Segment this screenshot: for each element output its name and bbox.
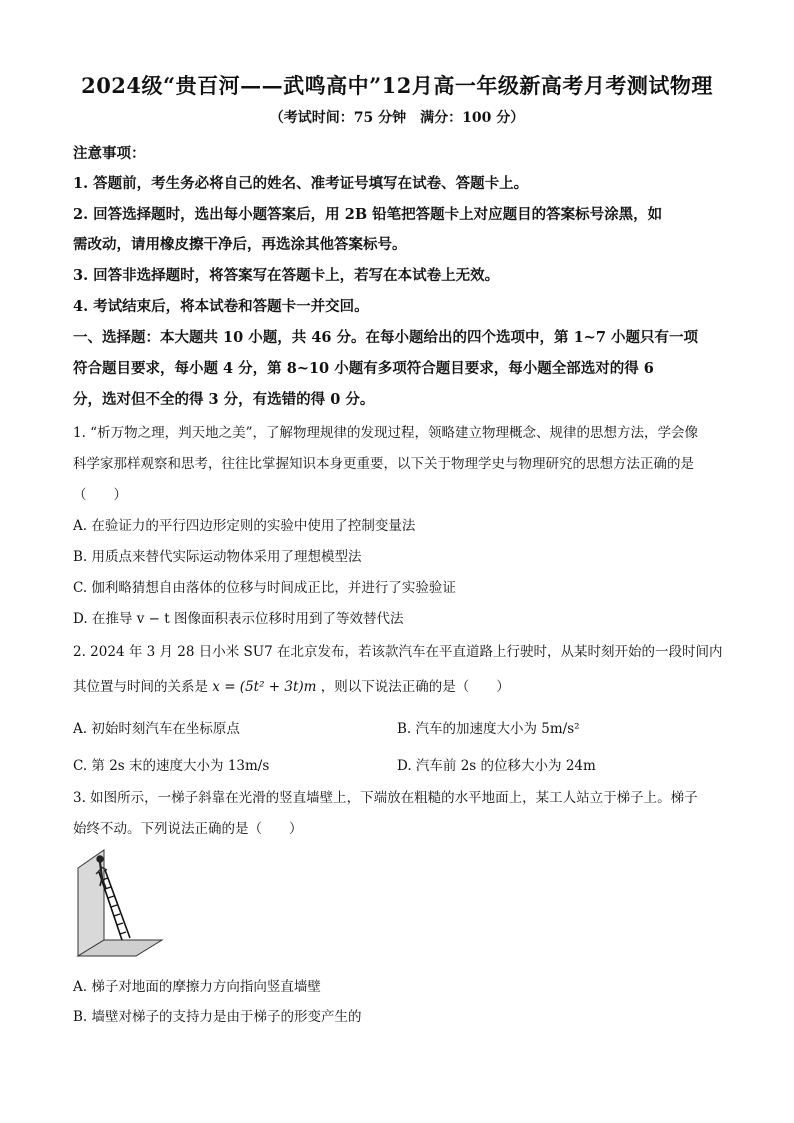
question-2-stem: 2. 2024 年 3 月 28 日小米 SU7 在北京发布，若该款汽车在平直道路上行驶时，从某时刻开始的一段时间内	[73, 644, 723, 660]
question-1-option-b: B. 用质点来替代实际运动物体采用了理想模型法	[73, 549, 362, 565]
question-1-stem: （ ）	[73, 487, 127, 503]
question-1-option-c: C. 伽利略猜想自由落体的位移与时间成正比，并进行了实验验证	[73, 580, 456, 596]
exam-subtitle: （考试时间：75 分钟 满分：100 分）	[269, 110, 525, 126]
question-3-stem: 3. 如图所示，一梯子斜靠在光滑的竖直墙壁上，下端放在粗糙的水平地面上，某工人站立于梯子上。梯子	[73, 790, 698, 806]
question-2-option-b: B. 汽车的加速度大小为 5m/s²	[397, 721, 580, 737]
question-1-stem: 1. “析万物之理，判天地之美”，了解物理规律的发现过程，领略建立物理概念、规律的思想方法，学会像	[73, 425, 698, 441]
position-formula: x = (5t² + 3t)m	[212, 679, 317, 695]
question-2-stem-line	[73, 675, 510, 695]
notice-item: 2. 回答选择题时，选出每小题答案后，用 2B 铅笔把答题卡上对应题目的答案标号涂黑，如	[73, 206, 663, 223]
notice-heading: 注意事项：	[73, 145, 146, 162]
question-3-stem: 始终不动。下列说法正确的是（ ）	[73, 821, 303, 837]
question-2-option-c: C. 第 2s 末的速度大小为 13m/s	[73, 758, 270, 774]
question-2-stem-pre: 其位置与时间的关系是	[73, 679, 208, 695]
question-2-stem-post: ，则以下说法正确的是（ ）	[320, 679, 510, 695]
exam-title: 2024级“贵百河——武鸣高中”12月高一年级新高考月考测试物理	[81, 73, 713, 98]
question-1-stem: 科学家那样观察和思考，往往比掌握知识本身更重要，以下关于物理学史与物理研究的思想方法正确的是	[73, 456, 694, 472]
question-2-option-a: A. 初始时刻汽车在坐标原点	[73, 721, 240, 737]
question-3-option-b: B. 墙壁对梯子的支持力是由于梯子的形变产生的	[73, 1009, 362, 1025]
section-instructions: 符合题目要求，每小题 4 分，第 8~10 小题有多项符合题目要求，每小题全部选对的得 6	[73, 360, 654, 377]
notice-item: 1. 答题前，考生务必将自己的姓名、准考证号填写在试卷、答题卡上。	[73, 175, 529, 192]
question-1-option-a: A. 在验证力的平行四边形定则的实验中使用了控制变量法	[73, 518, 416, 534]
section-instructions: 一、选择题：本大题共 10 小题，共 46 分。在每小题给出的四个选项中，第 1~7 小题只有一项	[73, 329, 698, 346]
ladder-wall-figure	[74, 848, 164, 958]
notice-item: 4. 考试结束后，将本试卷和答题卡一并交回。	[73, 298, 369, 315]
question-2-option-d: D. 汽车前 2s 的位移大小为 24m	[397, 758, 596, 774]
notice-item: 3. 回答非选择题时，将答案写在答题卡上，若写在本试卷上无效。	[73, 267, 500, 284]
section-instructions: 分，选对但不全的得 3 分，有选错的得 0 分。	[73, 391, 375, 408]
question-3-option-a: A. 梯子对地面的摩擦力方向指向竖直墙壁	[73, 979, 321, 995]
question-1-option-d: D. 在推导 v − t 图像面积表示位移时用到了等效替代法	[73, 611, 404, 627]
notice-item: 需改动，请用橡皮擦干净后，再选涂其他答案标号。	[73, 236, 407, 253]
